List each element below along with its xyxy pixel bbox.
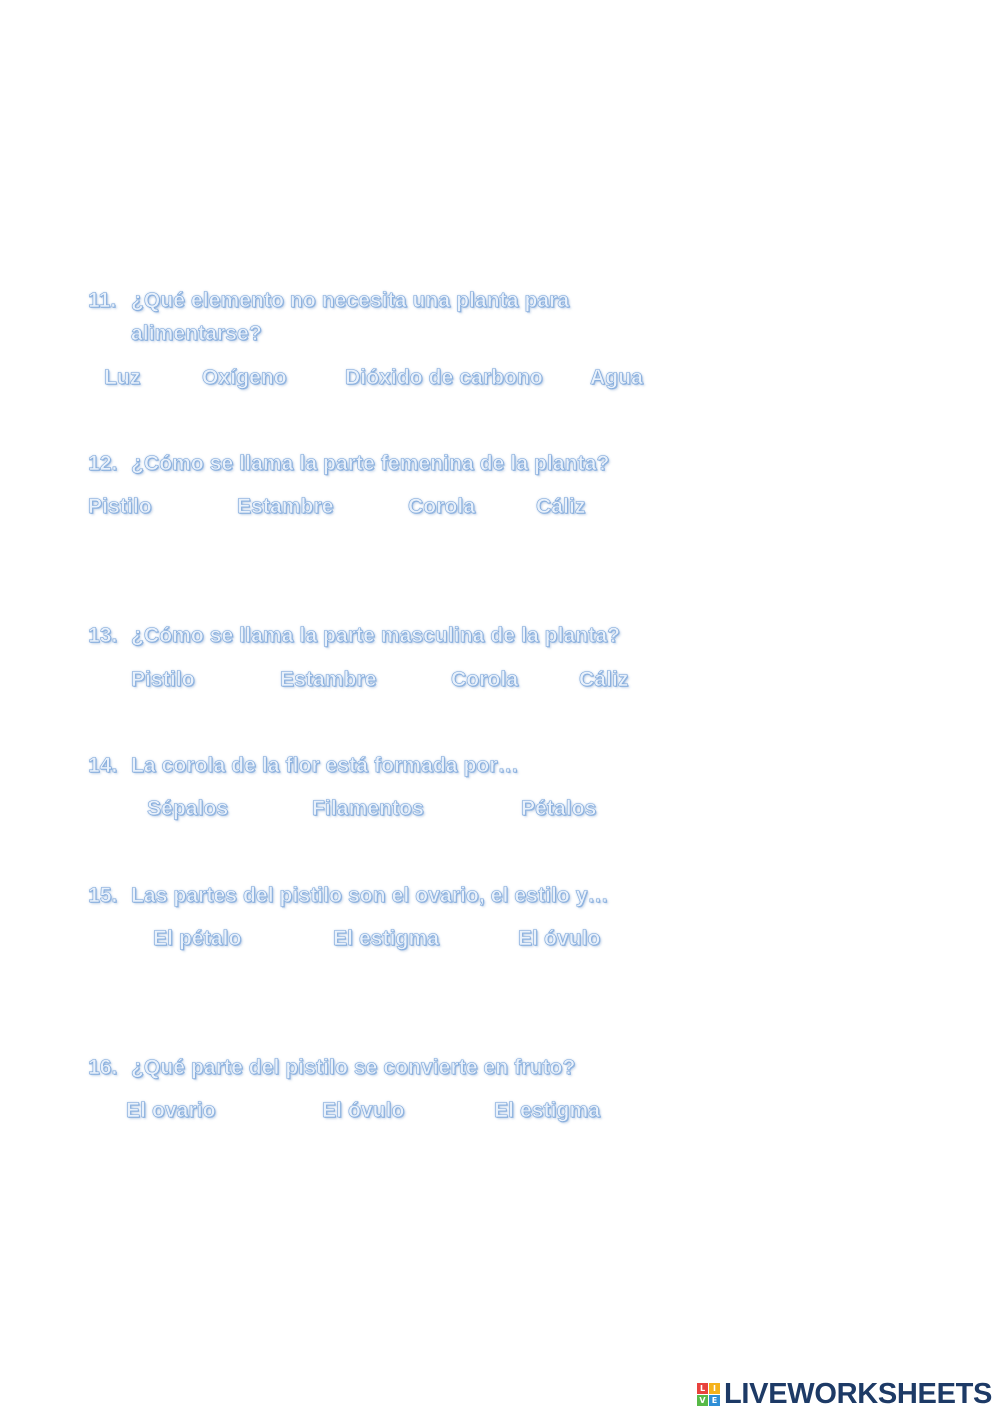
question-16-number: 16. xyxy=(88,1056,118,1079)
q12-option-caliz[interactable]: Cáliz xyxy=(536,495,586,518)
question-11-text-line1: ¿Qué elemento no necesita una planta para xyxy=(131,289,570,312)
q11-option-oxigeno[interactable]: Oxígeno xyxy=(202,366,287,389)
logo-cell-v: V xyxy=(697,1395,708,1406)
q15-option-el-petalo[interactable]: El pétalo xyxy=(153,927,242,950)
q16-option-el-estigma[interactable]: El estigma xyxy=(494,1099,601,1122)
q13-option-pistilo[interactable]: Pistilo xyxy=(131,668,195,691)
q16-option-el-ovulo[interactable]: El óvulo xyxy=(322,1099,405,1122)
q14-option-petalos[interactable]: Pétalos xyxy=(521,797,597,820)
q11-option-luz[interactable]: Luz xyxy=(104,366,141,389)
question-14-text: La corola de la flor está formada por… xyxy=(131,754,519,777)
q13-option-corola[interactable]: Corola xyxy=(451,668,519,691)
question-15-number: 15. xyxy=(88,884,118,907)
q13-option-estambre[interactable]: Estambre xyxy=(280,668,377,691)
logo-cell-l: L xyxy=(697,1383,708,1394)
q16-option-el-ovario[interactable]: El ovario xyxy=(126,1099,216,1122)
q13-option-caliz[interactable]: Cáliz xyxy=(579,668,629,691)
logo-mark-icon xyxy=(697,1383,720,1406)
q15-option-el-estigma[interactable]: El estigma xyxy=(333,927,440,950)
question-16-text: ¿Qué parte del pistilo se convierte en fruto? xyxy=(131,1056,576,1079)
q12-option-corola[interactable]: Corola xyxy=(408,495,476,518)
question-14-number: 14. xyxy=(88,754,118,777)
q14-option-filamentos[interactable]: Filamentos xyxy=(312,797,424,820)
question-13-text: ¿Cómo se llama la parte masculina de la planta? xyxy=(131,624,621,647)
question-11-number: 11. xyxy=(88,289,117,312)
q12-option-estambre[interactable]: Estambre xyxy=(237,495,334,518)
logo-cell-e: E xyxy=(709,1395,720,1406)
q11-option-dioxido-de-carbono[interactable]: Dióxido de carbono xyxy=(345,366,543,389)
logo-text: LIVEWORKSHEETS xyxy=(724,1377,993,1410)
liveworksheets-logo xyxy=(697,1378,992,1410)
logo-cell-i: I xyxy=(709,1383,720,1394)
question-11-text-line2: alimentarse? xyxy=(131,322,262,345)
question-12-number: 12. xyxy=(88,452,118,475)
q11-option-agua[interactable]: Agua xyxy=(590,366,643,389)
q14-option-sepalos[interactable]: Sépalos xyxy=(147,797,229,820)
question-12-text: ¿Cómo se llama la parte femenina de la planta? xyxy=(131,452,610,475)
q15-option-el-ovulo[interactable]: El óvulo xyxy=(518,927,601,950)
question-13-number: 13. xyxy=(88,624,118,647)
q12-option-pistilo[interactable]: Pistilo xyxy=(88,495,152,518)
question-15-text: Las partes del pistilo son el ovario, el estilo y… xyxy=(131,884,609,907)
